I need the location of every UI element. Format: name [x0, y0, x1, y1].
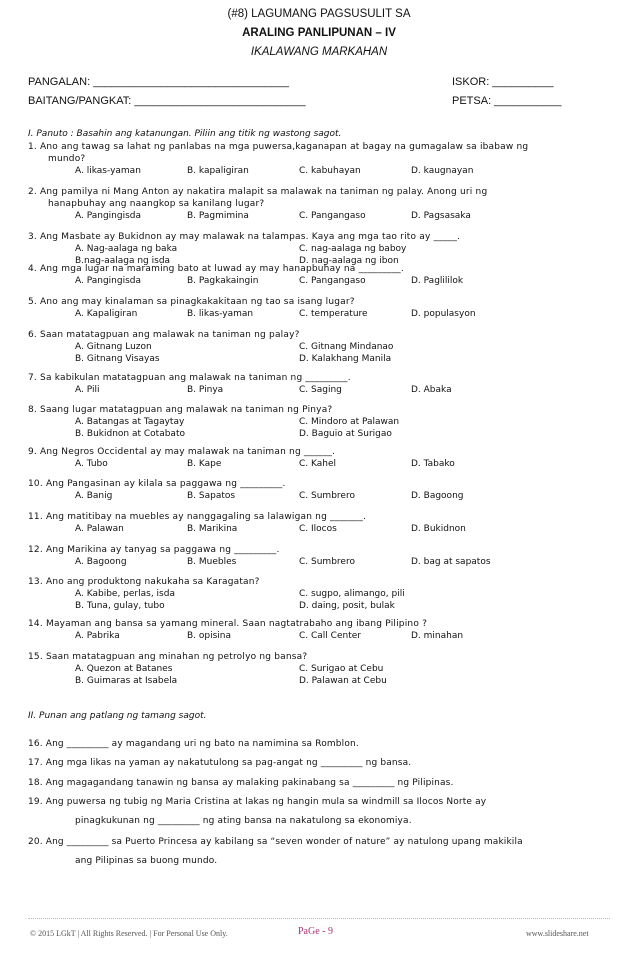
- answer-option: D. Abaka: [411, 385, 452, 395]
- answer-option: D. Bagoong: [411, 491, 464, 501]
- answer-options: [75, 210, 523, 222]
- answer-option: C. Pangangaso: [299, 211, 366, 221]
- answer-option: D. Baguio at Surigao: [299, 429, 392, 439]
- answer-option: B. Kape: [187, 459, 222, 469]
- answer-option: B. Gitnang Visayas: [75, 354, 160, 364]
- question-text: 5. Ano ang may kinalaman sa pinagkakakitaan ng tao sa isang lugar?: [28, 297, 355, 307]
- answer-option: D. minahan: [411, 631, 464, 641]
- answer-option: A. Pabrika: [75, 631, 120, 641]
- fill-item: 19. Ang puwersa ng tubig ng Maria Cristina at lakas ng hangin mula sa windmill sa Ilocos Norte ay: [28, 797, 487, 807]
- answer-option: B. Pagkakaingin: [187, 276, 259, 286]
- answer-option: C. Surigao at Cebu: [299, 664, 384, 674]
- question-text: 13. Ano ang produktong nakukaha sa Karagatan?: [28, 577, 260, 587]
- answer-option: B. Muebles: [187, 557, 237, 567]
- header-subject: ARALING PANLIPUNAN – IV: [242, 27, 396, 39]
- fill-item: 20. Ang _________ sa Puerto Princesa ay kabilang sa “seven wonder of nature” ay natulong upang makikila: [28, 837, 523, 847]
- answer-option: D. Kalakhang Manila: [299, 354, 392, 364]
- part1-instructions: I. Panuto : Basahin ang katanungan. Piliin ang titik ng wastong sagot.: [28, 129, 342, 139]
- answer-option: C. temperature: [299, 309, 368, 319]
- answer-option: C. Saging: [299, 385, 342, 395]
- answer-option: B. kapaligiran: [187, 166, 249, 176]
- name-field: PANGALAN: ________________________________: [28, 76, 289, 88]
- question-text: 10. Ang Pangasinan ay kilala sa paggawa ng _________.: [28, 479, 286, 489]
- question-text: 1. Ano ang tawag sa lahat ng panlabas na mga puwersa,kaganapan at bagay na gumagalaw sa ibabaw ng: [28, 142, 529, 152]
- question-text: 7. Sa kabikulan matatagpuan ang malawak na taniman ng _________.: [28, 373, 351, 383]
- footer-copyright: © 2015 LGkT | All Rights Reserved. | For Personal Use Only.: [30, 929, 228, 938]
- answer-option: D. Paglililok: [411, 276, 464, 286]
- answer-option: C. nag-aalaga ng baboy: [299, 244, 407, 254]
- answer-option: C. Sumbrero: [299, 491, 355, 501]
- answer-option: C. sugpo, alimango, pili: [299, 589, 405, 599]
- answer-option: A. Banig: [75, 491, 113, 501]
- answer-option: D. kaugnayan: [411, 166, 474, 176]
- answer-option: A. Kapaligiran: [75, 309, 138, 319]
- answer-option: B. likas-yaman: [187, 309, 254, 319]
- answer-option: C. Gitnang Mindanao: [299, 342, 394, 352]
- answer-option: C. Ilocos: [299, 524, 337, 534]
- page-number: PaGe - 9: [298, 926, 333, 937]
- answer-option: D. populasyon: [411, 309, 476, 319]
- date-field: PETSA: ___________: [452, 95, 562, 107]
- answer-option: A. Tubo: [75, 459, 108, 469]
- question-text: 6. Saan matatagpuan ang malawak na taniman ng palay?: [28, 330, 300, 340]
- answer-options: [75, 588, 535, 612]
- answer-options: [75, 308, 523, 320]
- answer-option: A. Bagoong: [75, 557, 127, 567]
- fill-item: 17. Ang mga likas na yaman ay nakatutulong sa pag-angat ng _________ ng bansa.: [28, 758, 412, 768]
- answer-option: D. Bukidnon: [411, 524, 466, 534]
- answer-option: A. Palawan: [75, 524, 124, 534]
- answer-option: D. nag-aalaga ng ibon: [299, 256, 399, 266]
- answer-option: C. Pangangaso: [299, 276, 366, 286]
- question-text: 2. Ang pamilya ni Mang Anton ay nakatira malapit sa malawak na taniman ng palay. Anong uri ng: [28, 187, 488, 197]
- question-text: 8. Saang lugar matatagpuan ang malawak na taniman ng Pinya?: [28, 405, 333, 415]
- answer-option: C. Kahel: [299, 459, 337, 469]
- footer-divider: [28, 918, 610, 919]
- answer-options: [75, 523, 523, 535]
- answer-option: C. Sumbrero: [299, 557, 355, 567]
- answer-options: [75, 630, 523, 642]
- header-quarter: IKALAWANG MARKAHAN: [250, 46, 388, 58]
- answer-option: D. Pagsasaka: [411, 211, 471, 221]
- answer-option: B. Pinya: [187, 385, 224, 395]
- answer-options: [75, 490, 523, 502]
- answer-option: A. Quezon at Batanes: [75, 664, 173, 674]
- answer-option: A. Gitnang Luzon: [75, 342, 152, 352]
- question-text: 11. Ang matitibay na muebles ay nanggagaling sa lalawigan ng _______.: [28, 512, 367, 522]
- fill-item: 16. Ang _________ ay magandang uri ng bato na namimina sa Romblon.: [28, 739, 359, 749]
- answer-option: B. Pagmimina: [187, 211, 249, 221]
- answer-option: C. Mindoro at Palawan: [299, 417, 400, 427]
- answer-option: A. Kabibe, perlas, isda: [75, 589, 175, 599]
- question-text: 14. Mayaman ang bansa sa yamang mineral. Saan nagtatrabaho ang ibang Pilipino ?: [28, 619, 428, 629]
- answer-option: D. Palawan at Cebu: [299, 676, 387, 686]
- answer-option: A. Nag-aalaga ng baka: [75, 244, 178, 254]
- answer-options: [75, 663, 535, 687]
- answer-options: [75, 556, 523, 568]
- answer-option: D. daing, posit, bulak: [299, 601, 395, 611]
- header-title: (#8) LAGUMANG PAGSUSULIT SA: [227, 8, 411, 20]
- answer-options: [75, 275, 523, 287]
- fill-item-cont: pinagkukunan ng _________ ng ating bansa na nakatulong sa ekonomiya.: [75, 816, 412, 826]
- answer-option: B. Bukidnon at Cotabato: [75, 429, 185, 439]
- question-text-cont: mundo?: [48, 154, 86, 164]
- answer-option: C. kabuhayan: [299, 166, 361, 176]
- answer-option: D. bag at sapatos: [411, 557, 491, 567]
- fill-item: 18. Ang magagandang tanawin ng bansa ay malaking pakinabang sa _________ ng Pilipinas.: [28, 778, 454, 788]
- footer-site: www.slideshare.net: [526, 929, 589, 938]
- question-text: 15. Saan matatagpuan ang minahan ng petrolyo ng bansa?: [28, 652, 308, 662]
- answer-option: A. Pangingisda: [75, 211, 142, 221]
- answer-options: [75, 416, 535, 440]
- answer-option: A. Pili: [75, 385, 100, 395]
- answer-option: B. Guimaras at Isabela: [75, 676, 178, 686]
- score-field: ISKOR: __________: [452, 76, 554, 88]
- answer-option: A. Batangas at Tagaytay: [75, 417, 185, 427]
- answer-option: D. Tabako: [411, 459, 455, 469]
- answer-options: [75, 384, 523, 396]
- question-text-cont: hanapbuhay ang naangkop sa kanilang lugar?: [48, 199, 265, 209]
- question-text: 9. Ang Negros Occidental ay may malawak na taniman ng ______.: [28, 447, 336, 457]
- answer-options: [75, 458, 523, 470]
- answer-option: B. Tuna, gulay, tubo: [75, 601, 165, 611]
- fill-item-cont: ang Pilipinas sa buong mundo.: [75, 856, 218, 866]
- answer-option: C. Call Center: [299, 631, 361, 641]
- answer-option: B. opisina: [187, 631, 232, 641]
- answer-option: B.nag-aalaga ng isda: [75, 256, 171, 266]
- question-text: 4. Ang mga lugar na maraming bato at luwad ay may hanapbuhay na _________.: [28, 264, 404, 274]
- answer-options: [75, 165, 523, 177]
- grade-field: BAITANG/PANGKAT: ____________________________: [28, 95, 306, 107]
- answer-option: B. Marikina: [187, 524, 238, 534]
- answer-option: A. likas-yaman: [75, 166, 141, 176]
- answer-options: [75, 341, 535, 365]
- answer-option: A. Pangingisda: [75, 276, 142, 286]
- part2-instructions: II. Punan ang patlang ng tamang sagot.: [28, 711, 207, 721]
- answer-option: B. Sapatos: [187, 491, 236, 501]
- question-text: 3. Ang Masbate ay Bukidnon ay may malawak na talampas. Kaya ang mga tao rito ay _____.: [28, 232, 461, 242]
- question-text: 12. Ang Marikina ay tanyag sa paggawa ng _________.: [28, 545, 280, 555]
